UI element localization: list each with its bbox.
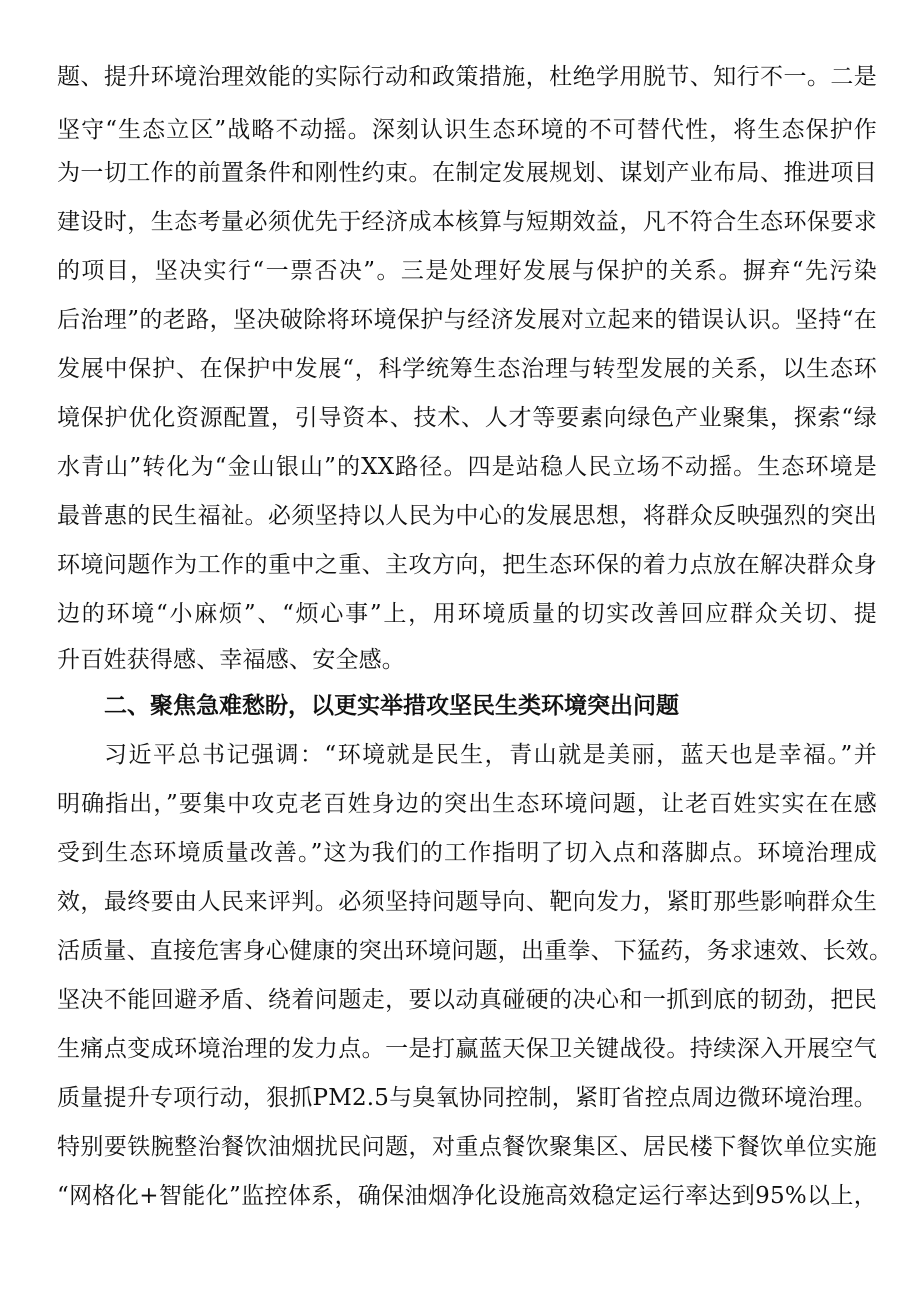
paragraph-1-line-12: 边的环境“小麻烦”、“烦心事”上，用环境质量的切实改善回应群众关切、提: [57, 601, 877, 627]
paragraph-1-line-1: 题、提升环境治理效能的实际行动和政策措施，杜绝学用脱节、知行不一。二是: [57, 64, 877, 90]
paragraph-2-line-3: 受到生态环境质量改善。”这为我们的工作指明了切入点和落脚点。环境治理成: [57, 840, 877, 866]
paragraph-1-line-8: 境保护优化资源配置，引导资本、技术、人才等要素向绿色产业聚集，探索“绿: [57, 405, 877, 431]
paragraph-2-line-2: 明确指出，”要集中攻克老百姓身边的突出生态环境问题，让老百姓实实在在感: [57, 791, 877, 817]
paragraph-1-line-11: 环境问题作为工作的重中之重、主攻方向，把生态环保的着力点放在解决群众身: [57, 552, 877, 578]
paragraph-2-line-10: “网格化+智能化”监控体系，确保油烟净化设施高效稳定运行率达到95%以上，: [57, 1183, 877, 1209]
paragraph-2-line-9: 特别要铁腕整治餐饮油烟扰民问题，对重点餐饮聚集区、居民楼下餐饮单位实施: [57, 1134, 877, 1160]
paragraph-1-line-4: 建设时，生态考量必须优先于经济成本核算与短期效益，凡不符合生态环保要求: [57, 209, 877, 235]
paragraph-1-line-9: 水青山”转化为“金山银山”的XX路径。四是站稳人民立场不动摇。生态环境是: [57, 454, 877, 480]
paragraph-2-line-6: 坚决不能回避矛盾、绕着问题走，要以动真碰硬的决心和一抓到底的韧劲，把民: [57, 987, 877, 1013]
paragraph-1-line-3: 为一切工作的前置条件和刚性约束。在制定发展规划、谋划产业布局、推进项目: [57, 160, 877, 186]
section-heading: 二、聚焦急难愁盼，以更实举措攻坚民生类环境突出问题: [104, 693, 679, 719]
paragraph-1-line-2: 坚守“生态立区”战略不动摇。深刻认识生态环境的不可替代性，将生态保护作: [57, 117, 877, 143]
paragraph-1-line-5: 的项目，坚决实行“一票否决”。三是处理好发展与保护的关系。摒弃“先污染: [57, 258, 877, 284]
paragraph-1-line-13: 升百姓获得感、幸福感、安全感。: [57, 647, 405, 673]
paragraph-1-line-10: 最普惠的民生福祉。必须坚持以人民为中心的发展思想，将群众反映强烈的突出: [57, 503, 877, 529]
paragraph-2-line-5: 活质量、直接危害身心健康的突出环境问题，出重拳、下猛药，务求速效、长效。: [57, 938, 893, 964]
paragraph-2-line-4: 效，最终要由人民来评判。必须坚持问题导向、靶向发力，紧盯那些影响群众生: [57, 889, 877, 915]
paragraph-2-line-1: 习近平总书记强调：“环境就是民生，青山就是美丽，蓝天也是幸福。”并: [104, 742, 877, 768]
paragraph-2-line-8: 质量提升专项行动，狠抓PM2.5与臭氧协同控制，紧盯省控点周边微环境治理。: [57, 1085, 877, 1111]
paragraph-1-line-7: 发展中保护、在保护中发展“，科学统筹生态治理与转型发展的关系，以生态环: [57, 356, 877, 382]
paragraph-1-line-6: 后治理”的老路，坚决破除将环境保护与经济发展对立起来的错误认识。坚持“在: [57, 307, 877, 333]
paragraph-2-line-7: 生痛点变成环境治理的发力点。一是打赢蓝天保卫关键战役。持续深入开展空气: [57, 1036, 877, 1062]
